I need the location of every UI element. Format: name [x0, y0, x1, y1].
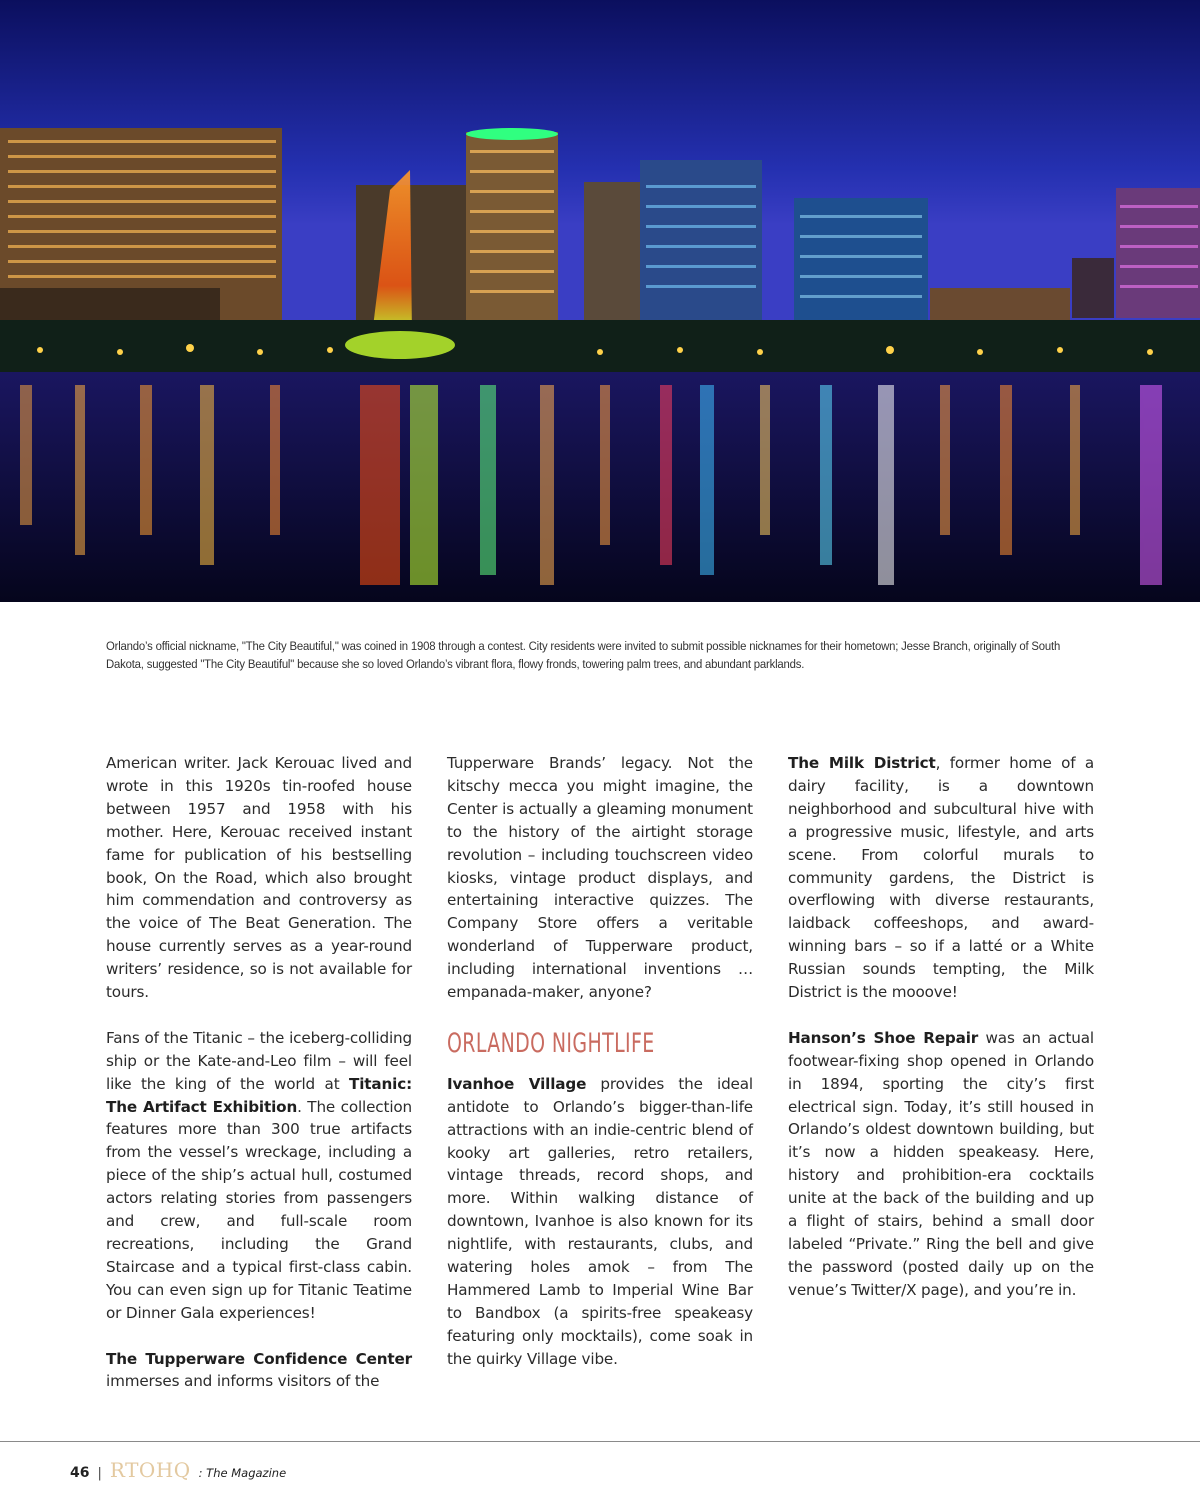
- paragraph-hansons: [788, 1027, 1094, 1302]
- venue-name-tupperware: The Tupperware Confidence Center: [106, 1349, 412, 1368]
- text-span: immerses and informs visitors of the: [106, 1372, 380, 1391]
- footer-separator: |: [97, 1466, 102, 1481]
- column-2: [447, 752, 753, 1371]
- caption-text: Orlando’s official nickname, "The City Beautiful," was coined in 1908 through a contest. City residents were invited to submit possible nicknames for their hometown; Jesse Branch, originally of South Dakota, suggested "The City Beautiful" because she so loved Orlando’s vibrant flora, flowy fronds, towering palm trees, and abundant parklands.: [106, 639, 1061, 671]
- magazine-title: : The Magazine: [198, 1466, 287, 1480]
- skyline-photo: [0, 0, 1200, 602]
- column-3: [788, 752, 1094, 1302]
- paragraph-kerouac: American writer. Jack Kerouac lived and wrote in this 1920s tin-roofed house between 1957 and 1958 with his mother. Here, Kerouac received instant fame for publication of his bestselling book, On the Road, which also brought him commendation and controversy as the voice of The Beat Generation. The house currently serves as a year-round writers’ residence, so is not available for tours.: [106, 754, 412, 1002]
- text-span: was an actual footwear-fixing shop opened in Orlando in 1894, sporting the city’s first electrical sign. Today, it’s still housed in Orlando’s oldest downtown building, but it’s now a hidden speakeasy. Here, history and prohibition-era cocktails unite at the back of the building and up a flight of stairs, behind a small door labeled “Private.” Ring the bell and give the password (posted daily up on the venue’s Twitter/X page), and you’re in.: [788, 1028, 1094, 1299]
- text-span: . The collection features more than 300 true artifacts from the vessel’s wreckage, including a piece of the ship’s actual hull, costumed actors relating stories from passengers and crew, and full-scale room recreations, including the Grand Staircase and a typical first-class cabin. You can even sign up for Titanic Teatime or Dinner Gala experiences!: [106, 1097, 413, 1322]
- paragraph-titanic: [106, 1027, 412, 1325]
- venue-name-titanic: Titanic: The Artifact Exhibition: [106, 1074, 412, 1116]
- footer: [70, 1458, 286, 1480]
- paragraph-milk-district: [788, 752, 1094, 1004]
- hero-photo: [0, 0, 1200, 602]
- section-heading-nightlife: ORLANDO NIGHTLIFE: [447, 1027, 655, 1059]
- text-span: , former home of a dairy facility, is a downtown neighborhood and subcultural hive with a progressive music, lifestyle, and arts scene. From colorful murals to community gardens, the District is overflowing with diverse restaurants, laidback coffeeshops, and award-winning bars – so if a latté or a White Russian sounds tempting, the Milk District is the mooove!: [788, 754, 1094, 1002]
- page-number: 46: [70, 1465, 90, 1481]
- text-span: provides the ideal antidote to Orlando’s bigger-than-life attractions with an indie-centric blend of kooky art galleries, retro retailers, vintage threads, record shops, and more. Within walking distance of downtown, Ivanhoe is also known for its nightlife, with restaurants, clubs, and watering holes amok – from The Hammered Lamb to Imperial Wine Bar to Bandbox (a spirits-free speakeasy featuring only mocktails), come soak in the quirky Village vibe.: [447, 1074, 753, 1368]
- paragraph-tupperware: Tupperware Brands’ legacy. Not the kitschy mecca you might imagine, the Center is actually a gleaming monument to the history of the airtight storage revolution – including touchscreen video kiosks, vintage product displays, and entertaining interactive quizzes. The Company Store offers a veritable wonderland of Tupperware product, including international inventions … empanada-maker, anyone?: [447, 754, 753, 1002]
- column-1: [106, 752, 412, 1393]
- text-span: Fans of the Titanic – the iceberg-colliding ship or the Kate-and-Leo film – will feel like the king of the world at: [106, 1028, 412, 1093]
- paragraph-ivanhoe: [447, 1073, 753, 1371]
- paragraph-tupperware-intro: [106, 1348, 412, 1394]
- photo-caption: [106, 637, 1096, 673]
- venue-name-hansons: Hanson’s Shoe Repair: [788, 1028, 979, 1047]
- venue-name-milk-district: The Milk District: [788, 754, 936, 772]
- footer-divider: [0, 1441, 1200, 1442]
- magazine-logo: RTOHQ: [109, 1458, 191, 1482]
- venue-name-ivanhoe: Ivanhoe Village: [447, 1074, 587, 1093]
